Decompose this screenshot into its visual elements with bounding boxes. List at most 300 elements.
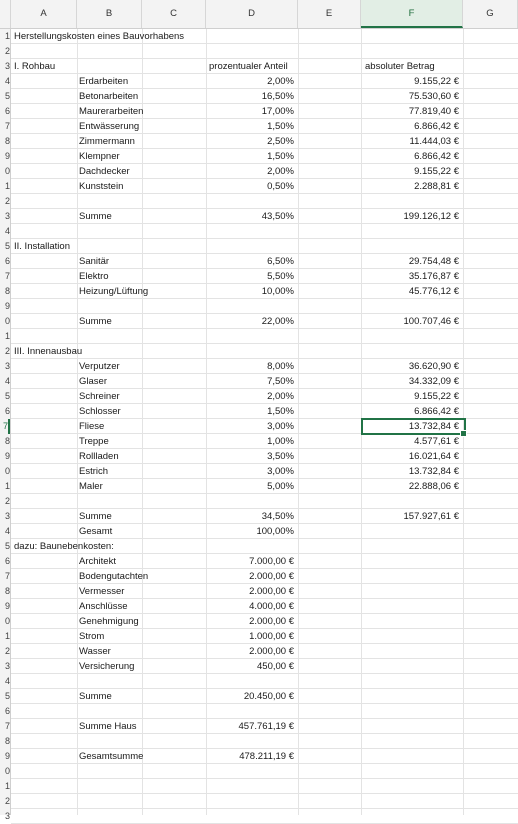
cell-b[interactable]: Maurerarbeiten bbox=[79, 106, 144, 117]
cell-a[interactable] bbox=[14, 134, 76, 149]
cell-d[interactable] bbox=[206, 779, 294, 794]
row-number[interactable]: 8 bbox=[4, 436, 10, 446]
cell-f[interactable] bbox=[361, 599, 459, 614]
cell-d[interactable] bbox=[206, 29, 294, 44]
cell-d[interactable]: 2,00% bbox=[267, 391, 294, 402]
cell-f[interactable] bbox=[361, 689, 459, 704]
cell-b[interactable] bbox=[79, 704, 141, 719]
cell-b[interactable] bbox=[79, 674, 141, 689]
cell-d[interactable]: 1.000,00 € bbox=[249, 631, 294, 642]
table-row bbox=[0, 464, 518, 479]
cell-b[interactable] bbox=[79, 764, 141, 779]
table-row bbox=[0, 674, 518, 689]
cell-a[interactable] bbox=[14, 329, 76, 344]
cell-a[interactable] bbox=[14, 89, 76, 104]
table-row bbox=[0, 344, 518, 359]
cell-b[interactable]: Erdarbeiten bbox=[79, 76, 129, 87]
cell-d[interactable]: 7.000,00 € bbox=[249, 556, 294, 567]
cell-f[interactable] bbox=[361, 329, 459, 344]
cell-a[interactable] bbox=[14, 299, 76, 314]
cell-b[interactable]: Rollladen bbox=[79, 451, 119, 462]
cell-f[interactable] bbox=[361, 44, 459, 59]
cell-a[interactable] bbox=[14, 569, 76, 584]
cell-b[interactable] bbox=[79, 299, 141, 314]
cell-d[interactable]: 3,00% bbox=[267, 466, 294, 477]
cell-f[interactable] bbox=[361, 539, 459, 554]
cell-d[interactable]: 1,50% bbox=[267, 151, 294, 162]
cell-a[interactable] bbox=[14, 389, 76, 404]
row-number[interactable]: 9 bbox=[4, 151, 10, 161]
cell-d[interactable]: prozentualer Anteil bbox=[209, 61, 288, 72]
cell-f[interactable]: 29.754,48 € bbox=[408, 256, 459, 267]
table-row bbox=[0, 809, 518, 824]
cell-d[interactable]: 7,50% bbox=[267, 376, 294, 387]
row-number[interactable]: 9 bbox=[4, 601, 10, 611]
cell-b[interactable]: Bodengutachten bbox=[79, 571, 149, 582]
cell-d[interactable] bbox=[206, 194, 294, 209]
cell-b[interactable]: Summe Haus bbox=[79, 721, 137, 732]
row-number[interactable]: 7 bbox=[0, 419, 10, 434]
cell-b[interactable]: Wasser bbox=[79, 646, 111, 657]
row-number[interactable]: 6 bbox=[4, 406, 10, 416]
cell-a[interactable] bbox=[14, 719, 76, 734]
row-number[interactable]: 0 bbox=[4, 466, 10, 476]
row-number[interactable]: 2 bbox=[4, 646, 10, 656]
row-number[interactable]: 2 bbox=[4, 796, 10, 806]
cell-b[interactable] bbox=[79, 539, 141, 554]
cell-d[interactable]: 1,50% bbox=[267, 406, 294, 417]
cell-d[interactable] bbox=[206, 809, 294, 824]
cell-d[interactable] bbox=[206, 44, 294, 59]
cell-a[interactable] bbox=[14, 809, 76, 824]
cell-b[interactable] bbox=[79, 224, 141, 239]
cell-b[interactable]: Gesamt bbox=[79, 526, 113, 537]
cell-d[interactable]: 1,00% bbox=[267, 436, 294, 447]
cell-b[interactable] bbox=[79, 809, 141, 824]
cell-b[interactable] bbox=[79, 59, 141, 74]
cell-f[interactable] bbox=[361, 299, 459, 314]
active-cell-F27[interactable] bbox=[361, 418, 466, 435]
row-number[interactable]: 7 bbox=[4, 121, 10, 131]
row-number[interactable]: 1 bbox=[4, 631, 10, 641]
cell-f[interactable] bbox=[361, 749, 459, 764]
row-number[interactable]: 3 bbox=[4, 361, 10, 371]
cell-d[interactable]: 478.211,19 € bbox=[239, 751, 294, 762]
row-number[interactable]: 8 bbox=[4, 136, 10, 146]
row-number[interactable]: 4 bbox=[4, 676, 10, 686]
cell-f[interactable] bbox=[361, 764, 459, 779]
table-row bbox=[0, 194, 518, 209]
cell-b[interactable]: Fliese bbox=[79, 421, 105, 432]
cell-b[interactable]: Schreiner bbox=[79, 391, 120, 402]
table-row bbox=[0, 374, 518, 389]
cell-b[interactable]: Kunststein bbox=[79, 181, 124, 192]
cell-b[interactable]: Summe bbox=[79, 211, 112, 222]
cell-a[interactable] bbox=[14, 164, 76, 179]
cell-f[interactable]: 9.155,22 € bbox=[414, 76, 459, 87]
row-number[interactable]: 4 bbox=[4, 376, 10, 386]
table-row bbox=[0, 59, 518, 74]
row-number[interactable]: 4 bbox=[4, 526, 10, 536]
table-row bbox=[0, 314, 518, 329]
cell-d[interactable] bbox=[206, 539, 294, 554]
cell-f[interactable]: 75.530,60 € bbox=[408, 91, 459, 102]
cell-b[interactable]: Summe bbox=[79, 316, 112, 327]
cell-a[interactable] bbox=[14, 254, 76, 269]
cell-b[interactable]: Summe bbox=[79, 691, 112, 702]
cell-f[interactable]: 6.866,42 € bbox=[414, 406, 459, 417]
cell-b[interactable] bbox=[79, 794, 141, 809]
cell-b[interactable]: Treppe bbox=[79, 436, 109, 447]
row-number[interactable]: 7 bbox=[4, 721, 10, 731]
row-number[interactable]: 5 bbox=[4, 241, 10, 251]
table-row bbox=[0, 689, 518, 704]
cell-f[interactable]: 11.444,03 € bbox=[409, 136, 459, 147]
cell-d[interactable] bbox=[206, 734, 294, 749]
cell-a[interactable] bbox=[14, 464, 76, 479]
column-header-b[interactable]: B bbox=[77, 0, 142, 28]
fill-handle[interactable] bbox=[460, 430, 467, 437]
cell-b[interactable]: Glaser bbox=[79, 376, 107, 387]
cell-a[interactable] bbox=[14, 614, 76, 629]
cell-f[interactable]: 77.819,40 € bbox=[408, 106, 459, 117]
cell-f[interactable]: 6.866,42 € bbox=[414, 151, 459, 162]
cell-a[interactable] bbox=[14, 554, 76, 569]
cell-a[interactable] bbox=[14, 74, 76, 89]
cell-b[interactable]: Maler bbox=[79, 481, 103, 492]
cell-b[interactable] bbox=[79, 779, 141, 794]
cell-a[interactable]: I. Rohbau bbox=[14, 61, 56, 72]
row-number[interactable]: 9 bbox=[4, 301, 10, 311]
cell-f[interactable] bbox=[361, 644, 459, 659]
cell-a[interactable] bbox=[14, 749, 76, 764]
cell-d[interactable] bbox=[206, 674, 294, 689]
cell-d[interactable]: 457.761,19 € bbox=[238, 721, 294, 732]
cell-d[interactable] bbox=[206, 239, 294, 254]
cell-f[interactable] bbox=[361, 194, 459, 209]
row-number[interactable]: 7 bbox=[4, 571, 10, 581]
cell-a[interactable] bbox=[14, 599, 76, 614]
cell-b[interactable] bbox=[79, 44, 141, 59]
column-header-e[interactable]: E bbox=[298, 0, 361, 28]
cell-f[interactable]: 157.927,61 € bbox=[403, 511, 459, 522]
cell-d[interactable]: 2.000,00 € bbox=[249, 616, 294, 627]
cell-b[interactable] bbox=[79, 329, 141, 344]
cell-d[interactable] bbox=[206, 794, 294, 809]
cell-d[interactable]: 20.450,00 € bbox=[243, 691, 294, 702]
cell-b[interactable] bbox=[79, 734, 141, 749]
cell-d[interactable]: 16,50% bbox=[261, 91, 294, 102]
row-number[interactable]: 3 bbox=[4, 61, 10, 71]
table-row bbox=[0, 719, 518, 734]
cell-a[interactable] bbox=[14, 104, 76, 119]
cell-d[interactable]: 3,50% bbox=[267, 451, 294, 462]
table-row bbox=[0, 629, 518, 644]
cell-f[interactable] bbox=[361, 629, 459, 644]
cell-d[interactable]: 2.000,00 € bbox=[249, 571, 294, 582]
cell-d[interactable]: 8,00% bbox=[267, 361, 294, 372]
table-row bbox=[0, 614, 518, 629]
cell-a[interactable]: dazu: Baunebenkosten: bbox=[14, 541, 114, 552]
cell-a[interactable] bbox=[14, 359, 76, 374]
cell-a[interactable] bbox=[14, 209, 76, 224]
cell-f[interactable] bbox=[361, 794, 459, 809]
row-number[interactable]: 6 bbox=[4, 556, 10, 566]
cell-a[interactable]: III. Innenausbau bbox=[14, 346, 83, 357]
row-number[interactable]: 3 bbox=[4, 511, 10, 521]
row-number[interactable]: 9 bbox=[4, 751, 10, 761]
cell-a[interactable] bbox=[14, 194, 76, 209]
column-header-f[interactable]: F bbox=[361, 0, 463, 28]
cell-f[interactable] bbox=[361, 809, 459, 824]
cell-d[interactable]: 5,00% bbox=[267, 481, 294, 492]
cell-f[interactable] bbox=[361, 584, 459, 599]
cell-a[interactable] bbox=[14, 224, 76, 239]
cell-d[interactable]: 34,50% bbox=[261, 511, 294, 522]
cell-d[interactable]: 100,00% bbox=[256, 526, 294, 537]
cell-f[interactable]: 9.155,22 € bbox=[414, 391, 459, 402]
row-number[interactable]: 0 bbox=[4, 166, 10, 176]
table-row bbox=[0, 479, 518, 494]
cell-b[interactable]: Schlosser bbox=[79, 406, 121, 417]
table-row bbox=[0, 404, 518, 419]
row-number[interactable]: 1 bbox=[4, 481, 10, 491]
row-number[interactable]: 3 bbox=[4, 811, 10, 821]
cell-a[interactable]: Herstellungskosten eines Bauvorhabens bbox=[14, 31, 185, 42]
cell-a[interactable] bbox=[14, 734, 76, 749]
cell-d[interactable]: 2,00% bbox=[267, 166, 294, 177]
table-row bbox=[0, 764, 518, 779]
cell-a[interactable] bbox=[14, 674, 76, 689]
cell-d[interactable]: 3,00% bbox=[267, 421, 294, 432]
cell-d[interactable] bbox=[206, 764, 294, 779]
cell-b[interactable]: Gesamtsumme bbox=[79, 751, 144, 762]
row-number[interactable]: 4 bbox=[4, 226, 10, 236]
cell-f[interactable] bbox=[361, 569, 459, 584]
cell-b[interactable] bbox=[79, 494, 141, 509]
cell-a[interactable] bbox=[14, 284, 76, 299]
cell-f[interactable] bbox=[361, 29, 459, 44]
cell-a[interactable] bbox=[14, 434, 76, 449]
cell-a[interactable] bbox=[14, 374, 76, 389]
row-number[interactable]: 2 bbox=[4, 46, 10, 56]
cell-f[interactable]: 22.888,06 € bbox=[408, 481, 459, 492]
cell-a[interactable] bbox=[14, 314, 76, 329]
cell-f[interactable] bbox=[361, 494, 459, 509]
cell-f[interactable]: 4.577,61 € bbox=[414, 436, 459, 447]
row-number[interactable]: 2 bbox=[4, 196, 10, 206]
cell-b[interactable]: Heizung/Lüftung bbox=[79, 286, 149, 297]
cell-a[interactable] bbox=[14, 44, 76, 59]
cell-f[interactable]: 100.707,46 € bbox=[403, 316, 459, 327]
row-number[interactable]: 2 bbox=[4, 496, 10, 506]
row-number[interactable]: 5 bbox=[4, 91, 10, 101]
cell-d[interactable] bbox=[206, 704, 294, 719]
cell-f[interactable]: 13.732,84 € bbox=[408, 421, 459, 432]
row-number[interactable]: 0 bbox=[4, 766, 10, 776]
cell-a[interactable] bbox=[14, 494, 76, 509]
row-number[interactable]: 5 bbox=[4, 391, 10, 401]
select-all-corner[interactable] bbox=[0, 0, 11, 28]
cell-d[interactable]: 450,00 € bbox=[257, 661, 294, 672]
cell-f[interactable] bbox=[361, 704, 459, 719]
cell-f[interactable]: 45.776,12 € bbox=[408, 286, 459, 297]
cell-d[interactable]: 4.000,00 € bbox=[249, 601, 294, 612]
row-number[interactable]: 3 bbox=[4, 211, 10, 221]
cell-a[interactable]: II. Installation bbox=[14, 241, 70, 252]
cell-f[interactable]: 16.021,64 € bbox=[408, 451, 459, 462]
cell-b[interactable]: Estrich bbox=[79, 466, 109, 477]
cell-b[interactable]: Strom bbox=[79, 631, 105, 642]
cell-b[interactable]: Elektro bbox=[79, 271, 109, 282]
cell-b[interactable]: Sanitär bbox=[79, 256, 110, 267]
cell-a[interactable] bbox=[14, 704, 76, 719]
cell-a[interactable] bbox=[14, 764, 76, 779]
cell-a[interactable] bbox=[14, 269, 76, 284]
row-number[interactable]: 9 bbox=[4, 451, 10, 461]
column-header-g[interactable]: G bbox=[463, 0, 518, 28]
cell-f[interactable] bbox=[361, 779, 459, 794]
cell-d[interactable]: 17,00% bbox=[261, 106, 294, 117]
table-row bbox=[0, 179, 518, 194]
cell-d[interactable]: 6,50% bbox=[267, 256, 294, 267]
cell-b[interactable]: Genehmigung bbox=[79, 616, 139, 627]
table-row bbox=[0, 434, 518, 449]
cell-d[interactable]: 10,00% bbox=[261, 286, 294, 297]
cell-a[interactable] bbox=[14, 524, 76, 539]
cell-b[interactable]: Summe bbox=[79, 511, 112, 522]
column-header-a[interactable]: A bbox=[11, 0, 77, 28]
cell-a[interactable] bbox=[14, 149, 76, 164]
cell-d[interactable]: 1,50% bbox=[267, 121, 294, 132]
cell-f[interactable] bbox=[361, 344, 459, 359]
cell-d[interactable]: 2.000,00 € bbox=[249, 586, 294, 597]
row-number[interactable]: 1 bbox=[4, 31, 10, 41]
cell-a[interactable] bbox=[14, 509, 76, 524]
table-row bbox=[0, 779, 518, 794]
row-number[interactable]: 5 bbox=[4, 691, 10, 701]
row-number[interactable]: 8 bbox=[4, 586, 10, 596]
cell-f[interactable] bbox=[361, 524, 459, 539]
cell-a[interactable] bbox=[14, 449, 76, 464]
cell-b[interactable]: Entwässerung bbox=[79, 121, 140, 132]
row-number[interactable]: 8 bbox=[4, 286, 10, 296]
table-row bbox=[0, 119, 518, 134]
table-row bbox=[0, 449, 518, 464]
cell-b[interactable] bbox=[79, 194, 141, 209]
cell-f[interactable]: 35.176,87 € bbox=[408, 271, 459, 282]
table-row bbox=[0, 149, 518, 164]
cell-f[interactable] bbox=[361, 659, 459, 674]
cell-d[interactable]: 2.000,00 € bbox=[249, 646, 294, 657]
cell-f[interactable] bbox=[361, 239, 459, 254]
row-number[interactable]: 6 bbox=[4, 706, 10, 716]
row-number[interactable]: 6 bbox=[4, 106, 10, 116]
cell-f[interactable]: 13.732,84 € bbox=[408, 466, 459, 477]
cell-b[interactable] bbox=[79, 29, 141, 44]
row-number[interactable]: 6 bbox=[4, 256, 10, 266]
cell-d[interactable] bbox=[206, 224, 294, 239]
cell-f[interactable]: 36.620,90 € bbox=[408, 361, 459, 372]
table-row bbox=[0, 749, 518, 764]
row-number[interactable]: 0 bbox=[4, 316, 10, 326]
cell-d[interactable]: 0,50% bbox=[267, 181, 294, 192]
cell-f[interactable] bbox=[361, 614, 459, 629]
cell-f[interactable] bbox=[361, 554, 459, 569]
cell-b[interactable] bbox=[79, 239, 141, 254]
cell-d[interactable] bbox=[206, 344, 294, 359]
row-number[interactable]: 5 bbox=[4, 541, 10, 551]
row-number[interactable]: 8 bbox=[4, 736, 10, 746]
cell-a[interactable] bbox=[14, 419, 76, 434]
column-header-bar bbox=[0, 0, 518, 29]
cell-d[interactable]: 2,50% bbox=[267, 136, 294, 147]
cell-f[interactable] bbox=[361, 734, 459, 749]
cell-f[interactable]: 9.155,22 € bbox=[414, 166, 459, 177]
cell-a[interactable] bbox=[14, 179, 76, 194]
cell-b[interactable]: Vermesser bbox=[79, 586, 125, 597]
row-number[interactable]: 7 bbox=[4, 271, 10, 281]
column-header-d[interactable]: D bbox=[206, 0, 298, 28]
cell-f[interactable] bbox=[361, 224, 459, 239]
cell-b[interactable]: Dachdecker bbox=[79, 166, 130, 177]
cell-d[interactable] bbox=[206, 329, 294, 344]
cell-b[interactable] bbox=[79, 344, 141, 359]
cell-a[interactable] bbox=[14, 689, 76, 704]
cell-a[interactable] bbox=[14, 779, 76, 794]
row-number[interactable]: 3 bbox=[4, 661, 10, 671]
row-number[interactable]: 1 bbox=[4, 181, 10, 191]
cell-d[interactable]: 2,00% bbox=[267, 76, 294, 87]
cell-d[interactable] bbox=[206, 299, 294, 314]
cell-b[interactable]: Klempner bbox=[79, 151, 120, 162]
cell-f[interactable]: 6.866,42 € bbox=[414, 121, 459, 132]
cell-f[interactable]: 2.288,81 € bbox=[414, 181, 459, 192]
cell-d[interactable]: 43,50% bbox=[261, 211, 294, 222]
cell-a[interactable] bbox=[14, 479, 76, 494]
cell-b[interactable]: Betonarbeiten bbox=[79, 91, 139, 102]
row-number[interactable]: 4 bbox=[4, 76, 10, 86]
cell-b[interactable]: Versicherung bbox=[79, 661, 135, 672]
row-number[interactable]: 2 bbox=[4, 346, 10, 356]
cell-f[interactable] bbox=[361, 719, 459, 734]
cell-a[interactable] bbox=[14, 119, 76, 134]
table-row bbox=[0, 299, 518, 314]
cell-b[interactable]: Anschlüsse bbox=[79, 601, 128, 612]
table-row bbox=[0, 269, 518, 284]
cell-d[interactable]: 22,00% bbox=[261, 316, 294, 327]
cell-a[interactable] bbox=[14, 659, 76, 674]
row-number[interactable]: 1 bbox=[4, 331, 10, 341]
column-header-c[interactable]: C bbox=[142, 0, 206, 28]
cell-f[interactable]: 199.126,12 € bbox=[403, 211, 459, 222]
cell-b[interactable]: Verputzer bbox=[79, 361, 120, 372]
row-number[interactable]: 0 bbox=[4, 616, 10, 626]
cell-f[interactable]: 34.332,09 € bbox=[408, 376, 459, 387]
cell-d[interactable] bbox=[206, 494, 294, 509]
row-number[interactable]: 1 bbox=[4, 781, 10, 791]
cell-b[interactable]: Zimmermann bbox=[79, 136, 135, 147]
cell-a[interactable] bbox=[14, 644, 76, 659]
cell-b[interactable]: Architekt bbox=[79, 556, 116, 567]
cell-f[interactable] bbox=[361, 674, 459, 689]
cell-a[interactable] bbox=[14, 629, 76, 644]
cell-a[interactable] bbox=[14, 404, 76, 419]
cell-f[interactable]: absoluter Betrag bbox=[365, 61, 435, 72]
cell-d[interactable]: 5,50% bbox=[267, 271, 294, 282]
cell-a[interactable] bbox=[14, 584, 76, 599]
cell-a[interactable] bbox=[14, 794, 76, 809]
